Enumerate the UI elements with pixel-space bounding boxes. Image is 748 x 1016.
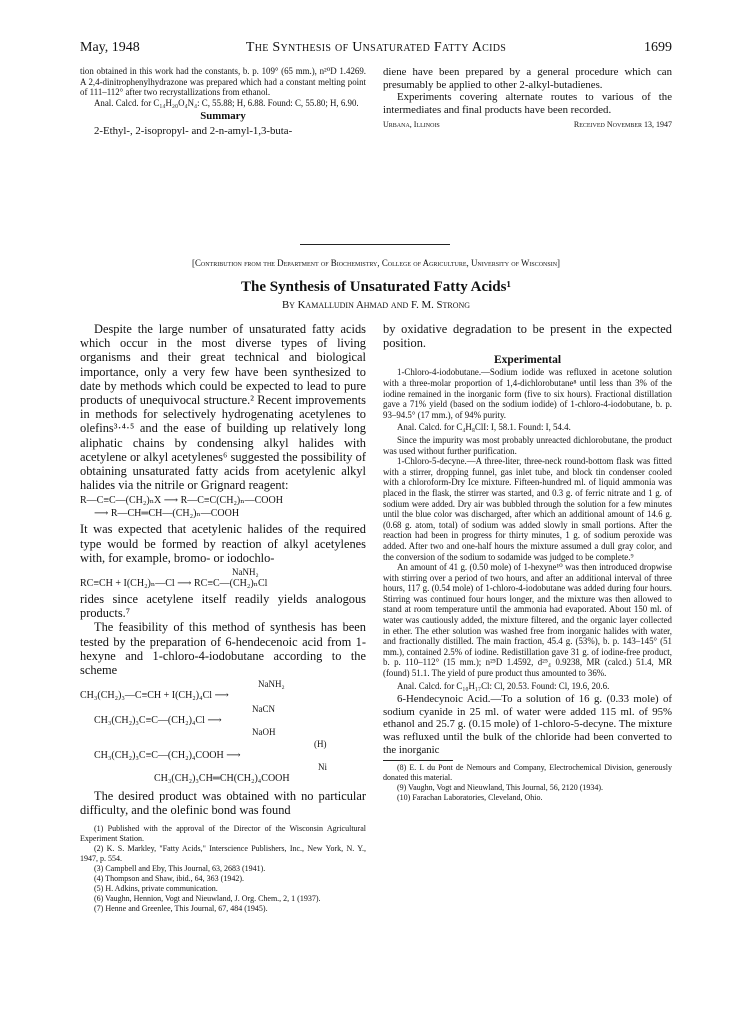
analysis-1: Anal. Calcd. for C₄H₈ClI: I, 58.1. Found: I, 54.4.	[397, 422, 571, 433]
prev-article-right	[383, 66, 672, 134]
scheme-step-2-reagent-top: NaCN	[252, 704, 275, 715]
hendecynoic-paragraph: 6-Hendecynoic Acid.—To a solution of 16 g. (0.33 mole) of sodium cyanide in 25 ml. of water were added 115 ml. of 95% ethanol and 25.7 g. (0.15 mole) of 1-chloro-5-decyne. The mixture was refluxed until the bulk of the chloride had been converted to the inorganic	[383, 693, 672, 756]
equation-1-line-b: ⟶ R—CH═CH—(CH₂)ₙ—COOH	[94, 508, 240, 520]
scheme-step-3-reagent-top: (H)	[314, 739, 327, 750]
equation-1-line-a: R—C≡C—(CH₂)ₙX ⟶ R—C≡C(CH₂)ₙ—COOH	[80, 495, 283, 507]
summary-continued: diene have been prepared by a general procedure which can presumably be applied to other 2-alkyl-butadienes.	[383, 66, 672, 91]
scheme-step-3: CH₃(CH₂)₃C≡C—(CH₂)₄COOH ⟶	[94, 750, 241, 762]
scheme-step-4: CH₃(CH₂)₃CH═CH(CH₂)₄COOH	[154, 773, 290, 785]
summary-paragraph-2: Experiments covering alternate routes to various of the intermediates and final products have been recorded.	[383, 91, 672, 116]
summary-text: 2-Ethyl-, 2-isopropyl- and 2-n-amyl-1,3-buta-	[94, 124, 293, 137]
feasibility-paragraph: The feasibility of this method of synthesis has been tested by the preparation of 6-hendecenoic acid from 1-hexyne and 1-chloro-4-iodobutane according to the scheme	[80, 620, 366, 678]
article-title: The Synthesis of Unsaturated Fatty Acids¹	[241, 279, 511, 295]
article-separator	[300, 244, 450, 245]
purity-paragraph: Since the impurity was most probably unreacted dichlorobutane, the product was used without further purification.	[383, 434, 672, 456]
scheme-step-1: CH₃(CH₂)₃—C≡CH + I(CH₂)₄Cl ⟶	[80, 690, 229, 702]
reaction-scheme	[80, 679, 366, 785]
footnotes-right	[383, 763, 672, 803]
scheme-step-2-reagent-bottom: NaOH	[252, 727, 276, 738]
footnote: (10) Farachan Laboratories, Cleveland, Ohio.	[397, 793, 543, 803]
author-location: Urbana, Illinois	[383, 120, 440, 130]
running-header	[80, 40, 672, 60]
chlorodecyne-paragraph: 1-Chloro-5-decyne.—A three-liter, three-neck round-bottom flask was fitted with a stirrer, dropping funnel, gas inlet tube, and block tin condenser cooled with a chloroform-Dry Ice mixture. Fifteen-hundred ml. of liquid ammonia was placed in the flask, the stirrer was started, and 0.3 g. of ferric nitrate and 1 g. of sodium were added. Dry air was bubbled through the solution for a few minutes until the blue color was discharged, after which an additional amount of 14.6 g. (0.68 g. atom, total) of sodium was added slowly in small portions. After the reaction had been in progress for thirty minutes, 1 g. of sodium peroxide was added. After two and one-half hours the mixture assumed a dull gray color, and the conversion of the sodium to sodamide was judged to be complete.⁹	[383, 456, 672, 562]
scheme-step-3-reagent-bottom: Ni	[318, 762, 327, 773]
prev-analysis: Anal. Calcd. for C₁₄H₂₀O₄N₄: C, 55.88; H, 6.88. Found: C, 55.80; H, 6.90.	[94, 97, 359, 108]
result-paragraph: The desired product was obtained with no particular difficulty, and the olefinic bond was found	[80, 789, 366, 818]
footnote: (9) Vaughn, Vogt and Nieuwland, This Journal, 56, 2120 (1934).	[397, 783, 604, 793]
analysis-2: Anal. Calcd. for C₁₀H₁₇Cl: Cl, 20.53. Found: Cl, 19.6, 20.6.	[397, 680, 610, 691]
address-line	[383, 120, 672, 134]
summary-heading: Summary	[200, 110, 246, 123]
header-date: May, 1948	[80, 40, 140, 55]
equation-1	[80, 494, 366, 520]
footnote: (8) E. I. du Pont de Nemours and Company, Electrochemical Division, generously donated this material.	[383, 763, 672, 783]
footnote: (1) Published with the approval of the Director of the Wisconsin Agricultural Experiment Station.	[80, 823, 366, 843]
page-number: 1699	[644, 40, 672, 55]
footnote: (7) Henne and Greenlee, This Journal, 67, 484 (1945).	[94, 903, 268, 913]
footnote: (5) H. Adkins, private communication.	[94, 883, 218, 893]
hexyne-paragraph: An amount of 41 g. (0.50 mole) of 1-hexyne¹⁰ was then introduced dropwise with stirring over a period of two hours, and after an additional interval of three hours, 117 g. (0.54 mole) of 1-chloro-4-iodobutane was added during four hours. Stirring was continued four hours longer, and the mixture was then allowed to stand at room temperature until the ammonia had evaporated. About 150 ml. of water was cautiously added, the mixture filtered, and the organic layer collected in ether. The ether solution was washed free from inorganic halides with water, and fractionally distilled. The main fraction, 45.4 g. (53%), b. p. 143–145° (51 mm.), contained 2.5% of iodine. Redistillation gave 31 g. of iodine-free product, b. p. 110–112° (15 mm.); n²⁵D 1.4592, d²⁵₄ 0.9238, MR (calcd.) 51.4, MR (found) 51.1. The yield of pure product thus amounted to 36%.	[383, 562, 672, 679]
halide-paragraph: It was expected that acetylenic halides of the required type would be formed by reaction of alkyl acetylenes with, for example, bromo- or iodochlo-	[80, 522, 366, 565]
chloroiodobutane-paragraph: 1-Chloro-4-iodobutane.—Sodium iodide was refluxed in acetone solution with a three-molar proportion of 1,4-dichlorobutane⁸ until less than 3% of the iodine remained in the inorganic form (five to six hours). Fractional distillation gave a 71% yield (based on the sodium iodide) of 1-chloro-4-iodobutane, b. p. 93–94.5° (17 mm.), of 94% purity.	[383, 367, 672, 420]
footnote: (3) Campbell and Eby, This Journal, 63, 2683 (1941).	[94, 863, 266, 873]
byline: By Kamalludin Ahmad and F. M. Strong	[281, 299, 471, 311]
experimental-heading: Experimental	[493, 354, 562, 367]
equation-2-reagent: NaNH₂	[232, 567, 259, 578]
footnote: (4) Thompson and Shaw, ibid., 64, 363 (1942).	[94, 873, 244, 883]
analogous-paragraph: rides since acetylene itself readily yields analogous products.⁷	[80, 592, 366, 621]
prev-article-left	[80, 66, 366, 138]
prev-paragraph: tion obtained in this work had the constants, b. p. 109° (65 mm.), n²⁰D 1.4269. A 2,4-dinitrophenylhydrazone was prepared which had a constant melting point of 111–112° after two recrystallizations from ethanol.	[80, 66, 366, 98]
received-date: Received November 13, 1947	[573, 120, 672, 130]
footnote: (2) K. S. Markley, "Fatty Acids," Interscience Publishers, Inc., New York, N. Y., 1947, p. 554.	[80, 843, 366, 863]
scheme-step-1-reagent: NaNH₂	[258, 679, 285, 690]
footnote-rule	[383, 760, 453, 761]
header-title: The Synthesis of Unsaturated Fatty Acids	[245, 40, 507, 55]
intro-paragraph: Despite the large number of unsaturated fatty acids which occur in the most diverse types of living organisms and their great technical and biological importance, only a very few have been synthesized to date by methods which could be expected to lead to pure products of unequivocal structure.² Recent improvements in methods for selectively hydrogenating acetylenes to olefins³·⁴·⁵ and the ease of building up relatively long aliphatic chains by condensing alkyl halides with acetylene or alkyl acetylenes⁶ suggested the possibility of obtaining unsaturated fatty acids from acetylenic alkyl halides via the nitrile or Grignard reagent:	[80, 322, 366, 493]
footnote: (6) Vaughn, Hennion, Vogt and Nieuwland, J. Org. Chem., 2, 1 (1937).	[94, 893, 321, 903]
equation-2-line: RC≡CH + I(CH₂)ₙ—Cl ⟶ RC≡C—(CH₂)ₙCl	[80, 578, 268, 590]
footnotes-left	[80, 824, 366, 914]
contribution-line: [Contribution from the Department of Biochemistry, College of Agriculture, University of Wisconsin]	[191, 258, 560, 268]
left-column	[80, 322, 366, 914]
scheme-step-2: CH₃(CH₂)₃C≡C—(CH₂)₄Cl ⟶	[94, 715, 222, 727]
right-column	[383, 322, 672, 803]
equation-2	[80, 567, 366, 590]
degradation-paragraph: by oxidative degradation to be present in the expected position.	[383, 322, 672, 351]
